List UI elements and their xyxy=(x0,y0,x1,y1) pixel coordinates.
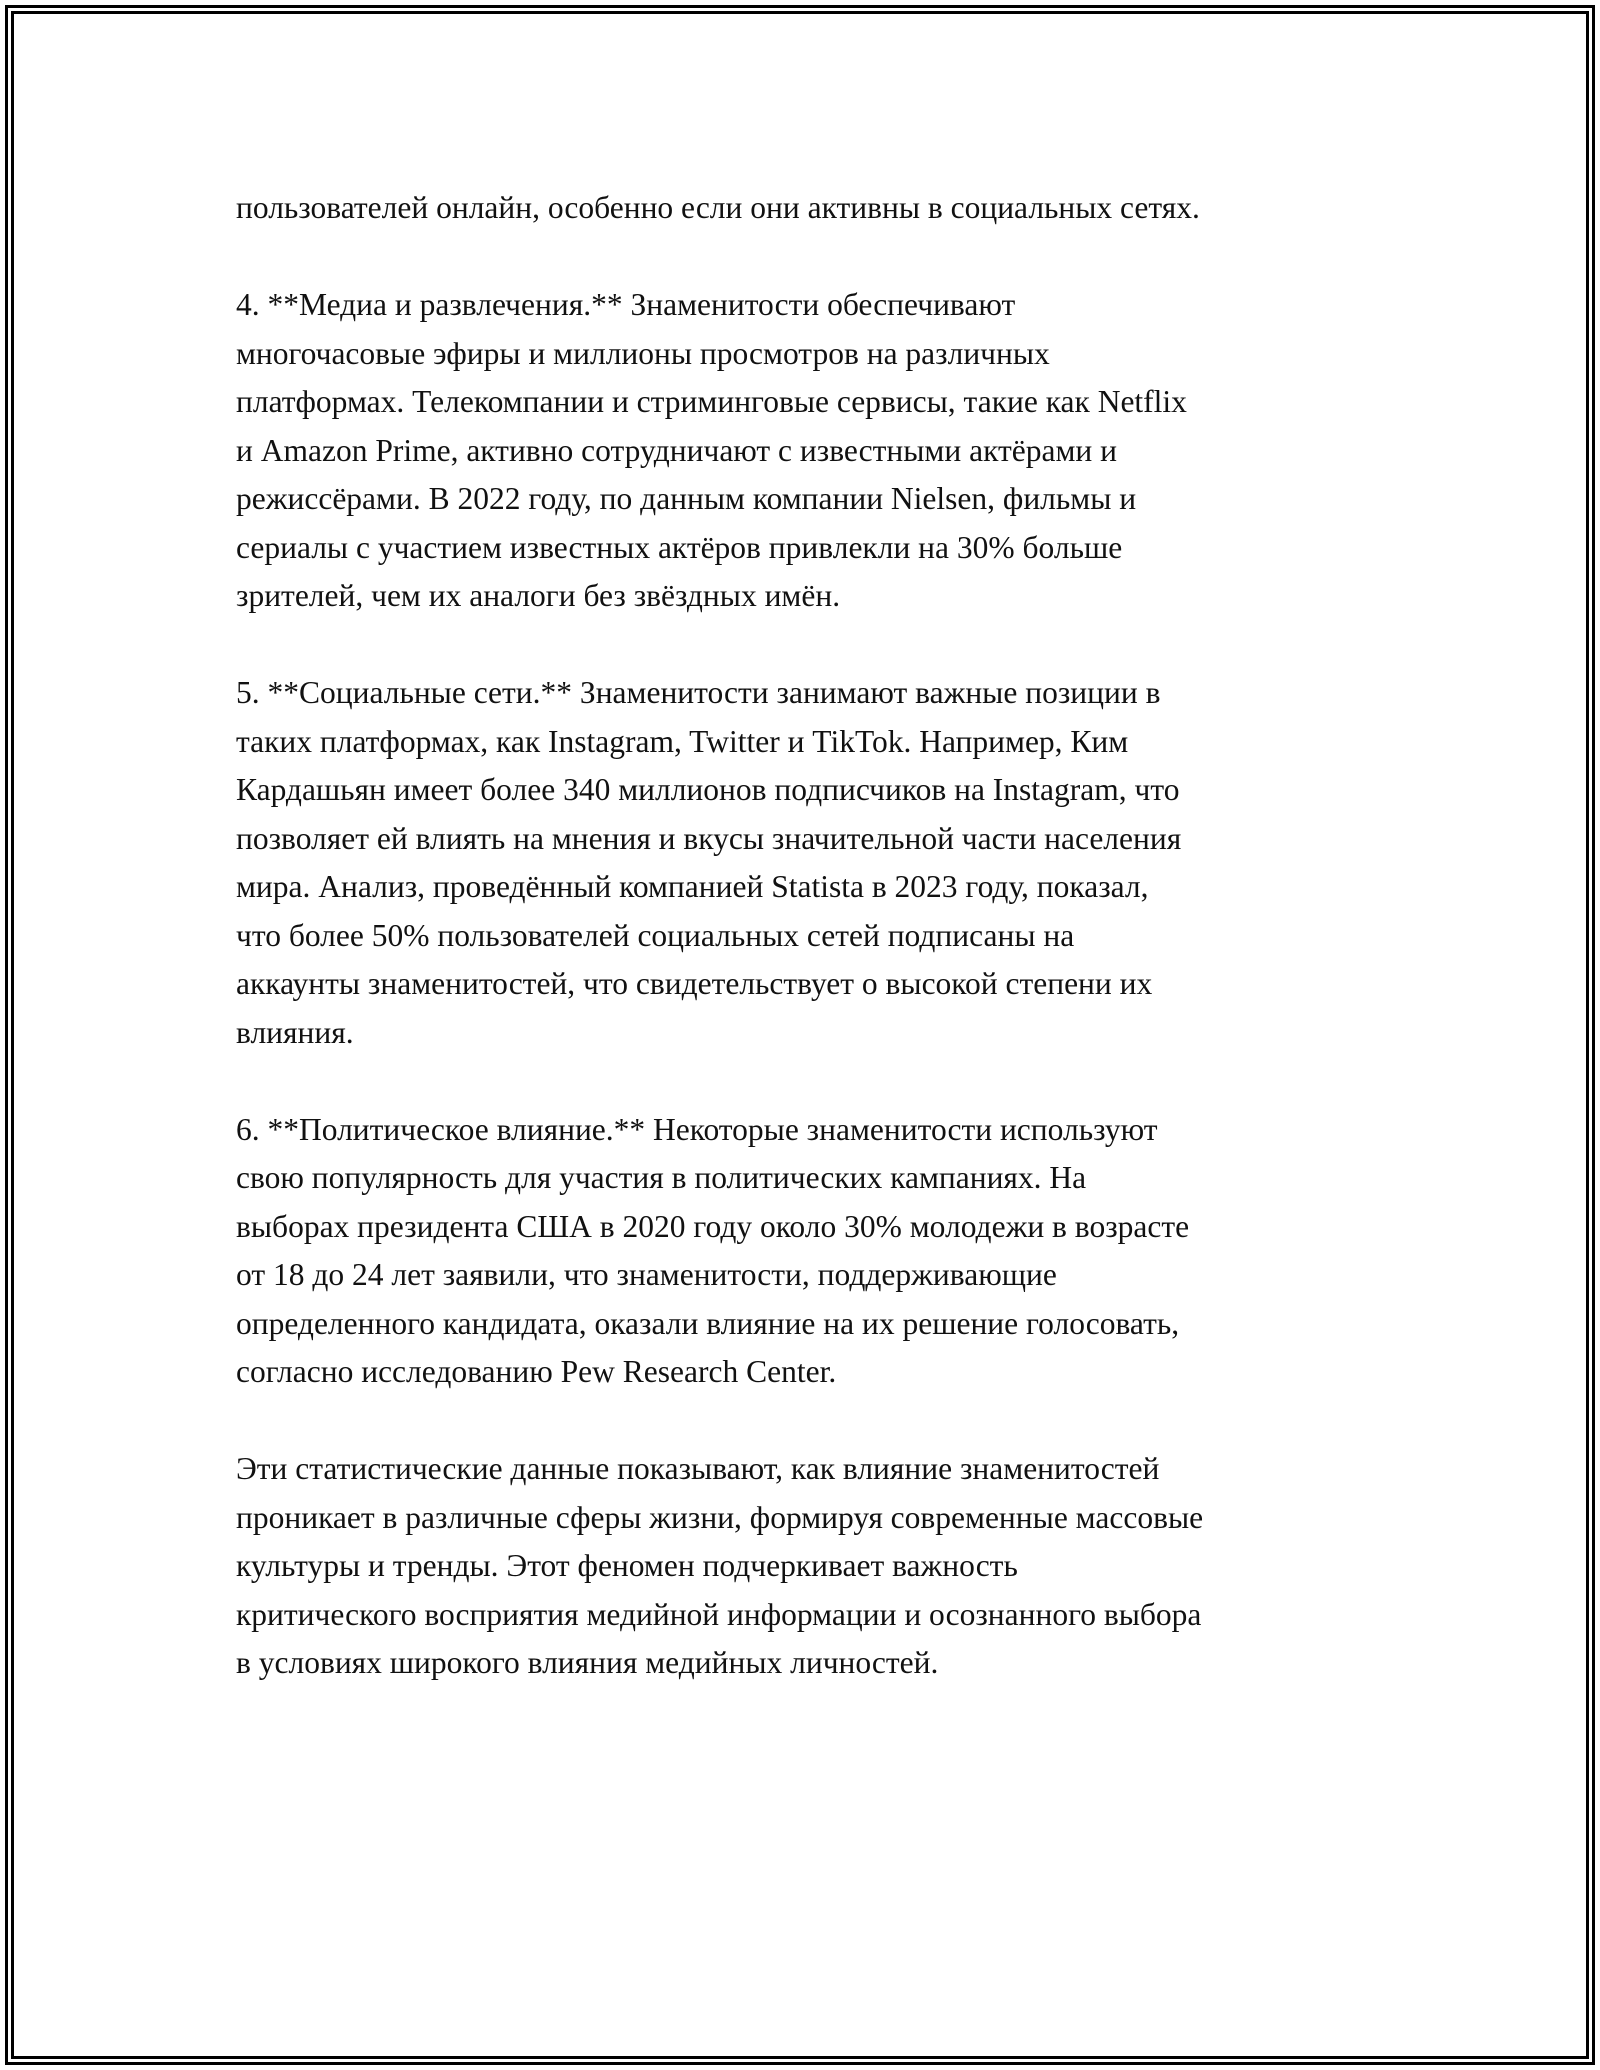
text-line: в условиях широкого влияния медийных личностей. xyxy=(236,1645,939,1680)
text-line: что более 50% пользователей социальных сетей подписаны на xyxy=(236,917,1075,953)
paragraph-item-6-politics xyxy=(236,1106,1376,1397)
text-line: мира. Анализ, проведённый компанией Statista в 2023 году, показал, xyxy=(236,869,1149,904)
text-line: определенного кандидата, оказали влияние на их решение голосовать, xyxy=(236,1305,1180,1341)
text-line: 5. **Социальные сети.** Знаменитости занимают важные позиции в xyxy=(236,675,1161,710)
text-line: Кардашьян имеет более 340 миллионов подписчиков на Instagram, что xyxy=(236,772,1180,807)
text-line: проникает в различные сферы жизни, формируя современные массовые xyxy=(236,1499,1204,1535)
text-line: от 18 до 24 лет заявили, что знаменитости, поддерживающие xyxy=(236,1257,1057,1292)
text-line: влияния. xyxy=(236,1014,354,1050)
text-line: режиссёрами. В 2022 году, по данным компании Nielsen, фильмы и xyxy=(236,481,1137,516)
text-line: позволяет ей влиять на мнения и вкусы значительной части населения xyxy=(236,820,1182,856)
paragraph-conclusion xyxy=(236,1445,1376,1688)
text-line: аккаунты знаменитостей, что свидетельствует о высокой степени их xyxy=(236,966,1153,1001)
text-line: таких платформах, как Instagram, Twitter и TikTok. Например, Ким xyxy=(236,723,1129,759)
text-line: пользователей онлайн, особенно если они активны в социальных сетях. xyxy=(236,190,1200,225)
paragraph-item-4-media xyxy=(236,281,1376,621)
text-line: выборах президента США в 2020 году около 30% молодежи в возрасте xyxy=(236,1208,1190,1244)
text-line: и Amazon Prime, активно сотрудничают с известными актёрами и xyxy=(236,432,1117,468)
text-line: Эти статистические данные показывают, как влияние знаменитостей xyxy=(236,1451,1160,1486)
text-line: многочасовые эфиры и миллионы просмотров на различных xyxy=(236,335,1050,371)
text-line: критического восприятия медийной информации и осознанного выбора xyxy=(236,1596,1202,1632)
text-line: культуры и тренды. Этот феномен подчеркивает важность xyxy=(236,1548,1018,1583)
text-line: платформах. Телекомпании и стриминговые сервисы, такие как Netflix xyxy=(236,384,1187,419)
text-line: свою популярность для участия в политических кампаниях. На xyxy=(236,1160,1087,1195)
text-line: 6. **Политическое влияние.** Некоторые знаменитости используют xyxy=(236,1111,1158,1147)
text-line: 4. **Медиа и развлечения.** Знаменитости обеспечивают xyxy=(236,287,1016,322)
document-body xyxy=(236,184,1376,1736)
text-line: согласно исследованию Pew Research Center. xyxy=(236,1354,837,1389)
text-line: зрителей, чем их аналоги без звёздных имён. xyxy=(236,578,841,613)
paragraph-item-5-social xyxy=(236,669,1376,1057)
text-line: сериалы с участием известных актёров привлекли на 30% больше xyxy=(236,529,1123,565)
paragraph-intro-continued xyxy=(236,184,1376,233)
